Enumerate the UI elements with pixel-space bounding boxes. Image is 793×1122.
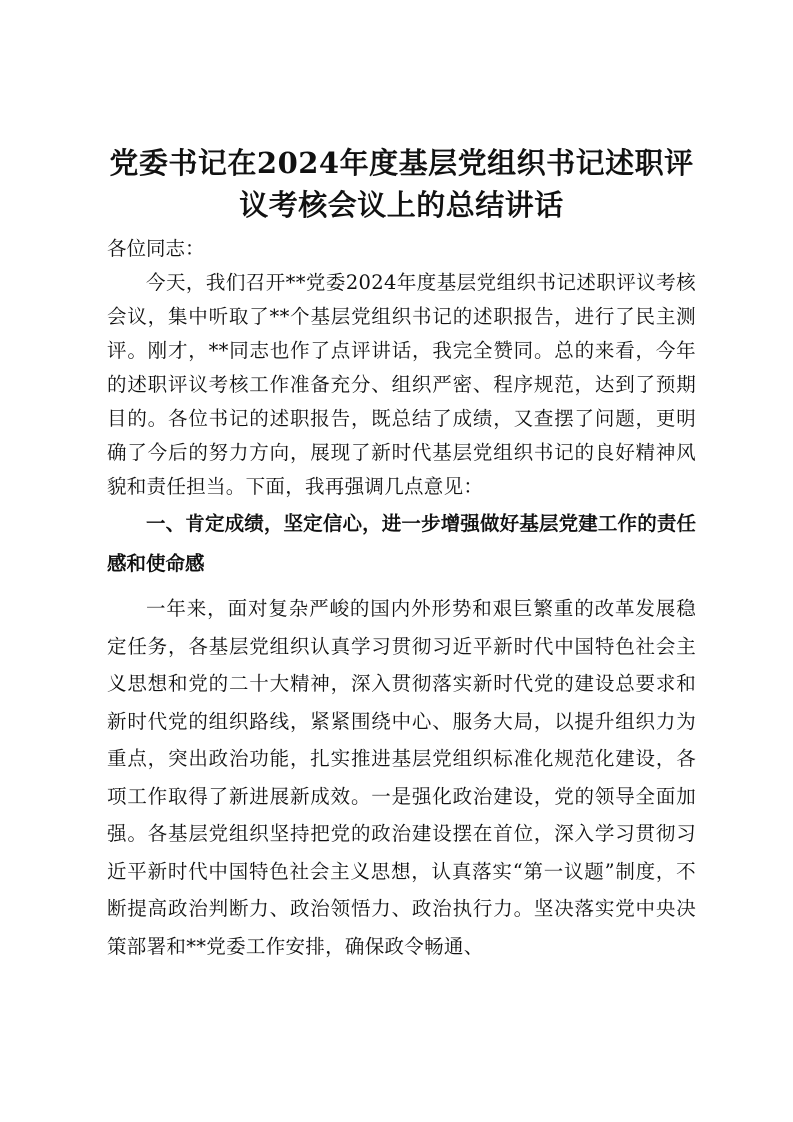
title-line-2: 议考核会议上的总结讲话 bbox=[239, 188, 564, 222]
document-title bbox=[107, 142, 696, 226]
salutation: 各位同志： bbox=[107, 237, 205, 260]
title-line-1: 党委书记在2024年度基层党组织书记述职评 bbox=[109, 146, 694, 180]
paragraph-section-1: 一年来，面对复杂严峻的国内外形势和艰巨繁重的改革发展稳定任务，各基层党组织认真学习贯彻习近平新时代中国特色社会主义思想和党的二十大精神，深入贯彻落实新时代党的建设总要求和新时代党的组织路线，紧紧围绕中心、服务大局，以提升组织力为重点，突出政治功能，扎实推进基层党组织标准化规范化建设，各项工作取得了新进展新成效。一是强化政治建设，党的领导全面加强。各基层党组织坚持把党的政治建设摆在首位，深入学习贯彻习近平新时代中国特色社会主义思想，认真落实“第一议题”制度，不断提高政治判断力、政治领悟力、政治执行力。坚决落实党中央决策部署和**党委工作安排，确保政令畅通、 bbox=[107, 597, 696, 958]
paragraph-intro: 今天，我们召开**党委2024年度基层党组织书记述职评议考核会议，集中听取了**个基层党组织书记的述职报告，进行了民主测评。刚才，**同志也作了点评讲话，我完全赞同。总的来看，今年的述职评议考核工作准备充分、组织严密、程序规范，达到了预期目的。各位书记的述职报告，既总结了成绩，又查摆了问题，更明确了今后的努力方向，展现了新时代基层党组织书记的良好精神风貌和责任担当。下面，我再强调几点意见： bbox=[107, 271, 696, 498]
section-heading-1: 一、肯定成绩，坚定信心，进一步增强做好基层党建工作的责任感和使命感 bbox=[107, 512, 696, 575]
